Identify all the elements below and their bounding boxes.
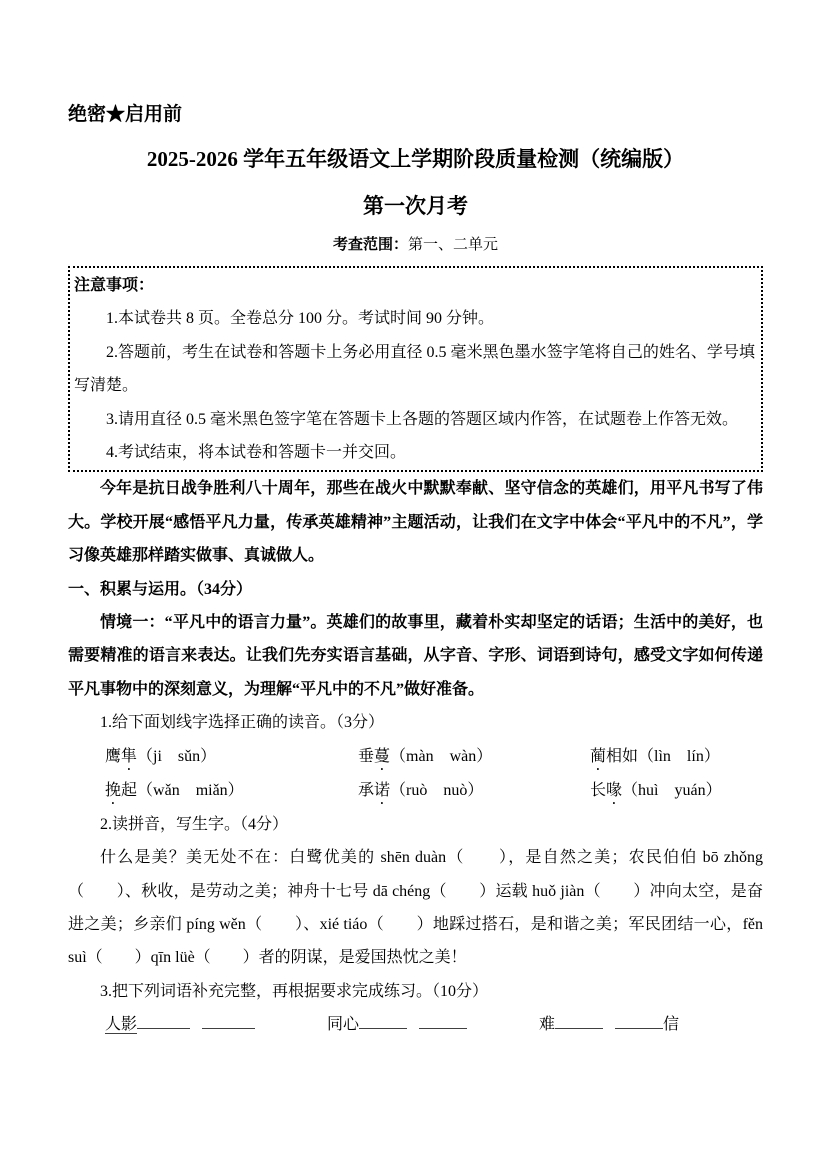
- q1-item-wanqi: [105, 774, 358, 808]
- exam-subtitle: 第一次月考: [363, 194, 468, 218]
- scope-label: 考查范围：: [332, 237, 408, 253]
- q3-word: 难: [539, 1016, 556, 1034]
- notice-item-4: 4.考试结束，将本试卷和答题卡一并交回。: [106, 444, 407, 462]
- word-pre: 承: [358, 781, 375, 799]
- q1-item-yingsun: [105, 740, 358, 774]
- notice-heading: 注意事项：: [74, 277, 155, 294]
- word-marked: 诺: [374, 781, 391, 799]
- q1-item-changhui: [590, 774, 763, 808]
- word-pre: 鹰: [105, 747, 122, 765]
- q1-stem: 1.给下面划线字选择正确的读音。（3分）: [100, 714, 385, 732]
- q1-item-chengnuo: [358, 774, 590, 808]
- q1-row-1: [68, 740, 763, 774]
- q3-group-tongxin: [327, 1008, 467, 1041]
- q3-group-nanxin: [539, 1008, 679, 1041]
- secrecy-label: 绝密★启用前: [68, 104, 183, 125]
- word-post: 相如: [606, 747, 639, 765]
- pinyin-options: （ruò nuò）: [390, 781, 484, 799]
- intro-paragraph: 今年是抗日战争胜利八十周年，那些在战火中默默奉献、坚守信念的英雄们，用平凡书写了伟大。学校开展“感悟平凡力量，传承英雄精神”主题活动，让我们在文字中体会“平凡中的不凡”，学习像英雄那样踏实做事、真诚做人。: [68, 480, 763, 565]
- q3-blanks-line: [105, 1008, 763, 1041]
- q1-item-chuiman: [358, 740, 590, 774]
- word-marked: 喙: [606, 781, 623, 799]
- word-marked: 挽: [105, 781, 122, 799]
- word-marked: 蔺: [590, 747, 607, 765]
- exam-scope: [68, 235, 763, 255]
- pinyin-options: （màn wàn）: [390, 747, 493, 765]
- answer-blank: [359, 1009, 407, 1029]
- q1-item-linxiangru: [590, 740, 763, 774]
- pinyin-options: （ji sǔn）: [137, 747, 217, 765]
- q3-stem: 3.把下列词语补充完整，再根据要求完成练习。（10分）: [100, 982, 489, 1000]
- word-pre: 长: [590, 781, 607, 799]
- pinyin-options: （lìn lín）: [638, 747, 720, 765]
- answer-blank: [137, 1009, 190, 1029]
- scenario1-paragraph: 情境一：“平凡中的语言力量”。英雄们的故事里，藏着朴实却坚定的话语；生活中的美好，也需要精准的语言来表达。让我们先夯实语言基础，从字音、字形、词语到诗句，感受文字如何传递平凡事物中的深刻意义，为理解“平凡中的不凡”做好准备。: [68, 614, 763, 698]
- answer-blank: [615, 1009, 663, 1029]
- section1-heading: 一、积累与运用。（34分）: [68, 580, 253, 598]
- scope-value: 第一、二单元: [408, 237, 499, 253]
- q2-stem: 2.读拼音，写生字。（4分）: [100, 815, 289, 833]
- notice-item-1: 1.本试卷共 8 页。全卷总分 100 分。考试时间 90 分钟。: [106, 310, 495, 328]
- q3-word: 同心: [327, 1016, 360, 1034]
- notice-item-2: 2.答题前，考生在试卷和答题卡上务必用直径 0.5 毫米黑色墨水签字笔将自己的姓名、学号填写清楚。: [74, 343, 755, 395]
- pinyin-options: （huì yuán）: [622, 781, 722, 799]
- answer-blank: [202, 1009, 255, 1029]
- exam-body: [68, 472, 763, 1041]
- word-marked: 隼: [121, 747, 138, 765]
- notice-box: [68, 266, 763, 472]
- page-title: 2025-2026 学年五年级语文上学期阶段质量检测（统编版）: [146, 147, 685, 171]
- q3-word: 人影: [105, 1016, 138, 1034]
- q2-text: 什么是美？美无处不在：白鹭优美的 shēn duàn（ ），是自然之美；农民伯伯 bō zhǒng（ ）、秋收，是劳动之美；神舟十七号 dā chéng（ ）运载 huǒ jiàn（ ）冲向太空，是奋进之美；乡亲们 píng wěn（ ）、xié tiáo（ ）地踩过搭石，是和谐之美；军民团结一心，fěn suì（ ）qīn lüè（ ）者的阴谋，是爱国热忱之美！: [68, 849, 763, 967]
- answer-blank: [419, 1009, 467, 1029]
- word-post: 起: [121, 781, 138, 799]
- word-marked: 蔓: [374, 747, 391, 765]
- answer-blank: [555, 1009, 603, 1029]
- word-pre: 垂: [358, 747, 375, 765]
- q3-group-renying: [105, 1008, 255, 1041]
- q3-word-post: 信: [663, 1016, 680, 1034]
- q1-row-2: [68, 774, 763, 808]
- pinyin-options: （wǎn miǎn）: [137, 781, 244, 799]
- notice-item-3: 3.请用直径 0.5 毫米黑色签字笔在答题卡上各题的答题区域内作答，在试题卷上作答无效。: [106, 410, 739, 428]
